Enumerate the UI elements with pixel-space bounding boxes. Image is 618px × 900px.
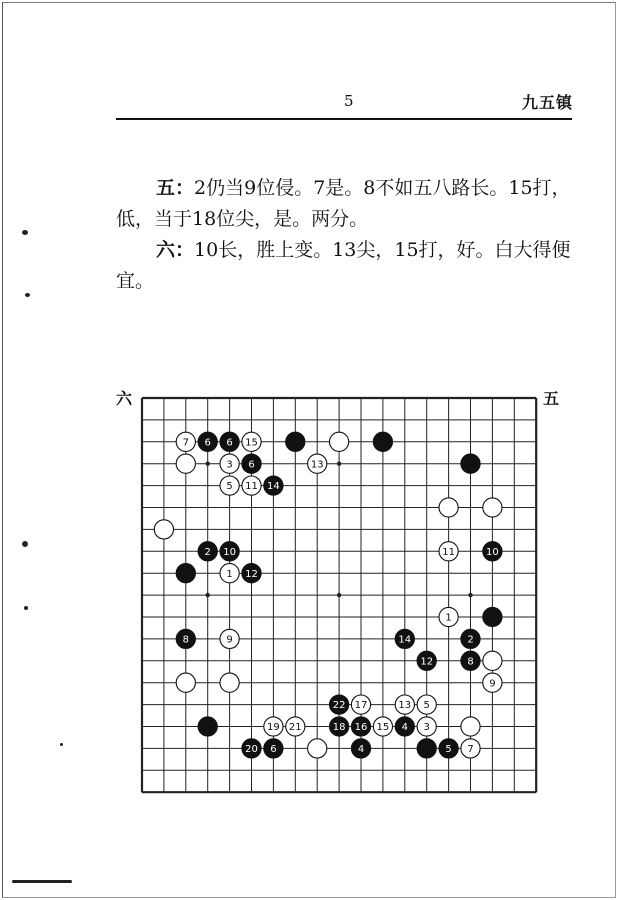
move-number: 4 (401, 722, 408, 734)
paragraph-label: 六： (156, 239, 195, 261)
black-stone (286, 432, 305, 451)
move-number: 15 (376, 722, 390, 734)
white-stone (220, 673, 239, 692)
move-number: 16 (354, 722, 368, 734)
star-point (337, 462, 341, 466)
stone-disc (286, 432, 305, 451)
stone-disc (483, 498, 502, 517)
move-number: 3 (226, 459, 233, 471)
black-stone (220, 542, 239, 561)
stone-disc (198, 717, 217, 736)
black-stone (264, 739, 283, 758)
move-number: 9 (489, 678, 496, 690)
white-stone (439, 607, 458, 626)
stone-disc (417, 739, 436, 758)
speck (22, 541, 28, 547)
white-stone (395, 695, 414, 714)
white-stone (242, 476, 261, 495)
white-stone (483, 498, 502, 517)
white-stone (220, 629, 239, 648)
move-number: 4 (357, 744, 365, 755)
white-stone (176, 432, 195, 451)
stone-disc (176, 564, 195, 583)
black-stone (417, 739, 436, 758)
speck (25, 293, 30, 297)
move-number: 1 (445, 612, 452, 624)
white-stone (220, 454, 239, 473)
paragraph-label: 五： (156, 177, 195, 199)
move-number: 6 (204, 437, 211, 449)
move-number: 2 (467, 634, 474, 646)
black-stone (330, 695, 349, 714)
move-number: 18 (332, 722, 346, 734)
white-stone (351, 695, 370, 714)
scan-mark (12, 880, 72, 883)
move-number: 14 (398, 634, 412, 646)
move-number: 12 (420, 656, 434, 668)
move-number: 13 (398, 700, 412, 712)
move-number: 6 (270, 744, 277, 755)
stone-disc (330, 432, 349, 451)
move-number: 3 (423, 722, 430, 734)
white-stone (220, 476, 239, 495)
white-stone (461, 717, 480, 736)
move-number: 10 (486, 546, 499, 558)
paragraph-body: 10长，胜上变。13尖，15打，好。白大得便宜。 (116, 239, 571, 292)
black-stone (198, 432, 217, 451)
white-stone (176, 673, 195, 692)
white-stone (176, 454, 195, 473)
white-stone (308, 739, 327, 758)
move-number: 9 (226, 634, 233, 646)
move-number: 8 (182, 634, 189, 646)
black-stone (220, 432, 239, 451)
white-stone (330, 432, 349, 451)
black-stone (176, 629, 195, 648)
move-number: 8 (467, 656, 474, 668)
black-stone (198, 717, 217, 736)
move-number: 1 (226, 568, 233, 580)
diagram-left-label: 六 (116, 389, 133, 408)
stone-disc (154, 520, 173, 539)
white-stone (461, 739, 480, 758)
white-stone (483, 651, 502, 670)
stone-disc (308, 739, 327, 758)
speck (22, 230, 28, 235)
move-number: 5 (445, 744, 452, 755)
white-stone (242, 432, 261, 451)
speck (24, 606, 28, 610)
move-number: 12 (245, 568, 258, 580)
black-stone (242, 454, 261, 473)
page-number: 5 (344, 92, 354, 110)
move-number: 5 (423, 700, 430, 712)
move-number: 2 (204, 546, 211, 558)
paragraph-body: 2仍当9位侵。7是。8不如五八路长。15打，低，当于18位尖，是。两分。 (116, 177, 571, 230)
black-stone (330, 717, 349, 736)
black-stone (176, 564, 195, 583)
black-stone (439, 739, 458, 758)
star-point (206, 462, 210, 466)
stone-disc (373, 432, 392, 451)
stone-disc (461, 717, 480, 736)
white-stone (373, 717, 392, 736)
move-number: 14 (267, 481, 280, 493)
white-stone (286, 717, 305, 736)
move-number: 7 (467, 744, 474, 755)
black-stone (264, 476, 283, 495)
book-title: 九五镇 (522, 93, 574, 112)
stone-disc (461, 454, 480, 473)
star-point (468, 593, 472, 597)
move-number: 17 (354, 700, 368, 712)
white-stone (264, 717, 283, 736)
black-stone (483, 542, 502, 561)
move-number: 7 (182, 437, 189, 449)
move-number: 6 (248, 459, 255, 471)
move-number: 11 (245, 481, 258, 493)
stone-disc (439, 498, 458, 517)
stone-disc (176, 454, 195, 473)
black-stone (461, 454, 480, 473)
white-stone (417, 695, 436, 714)
white-stone (417, 717, 436, 736)
diagram-right-label: 五 (543, 389, 560, 408)
move-number: 6 (226, 437, 233, 449)
black-stone (373, 432, 392, 451)
stone-disc (483, 607, 502, 626)
stone-disc (483, 651, 502, 670)
move-number: 5 (226, 481, 233, 493)
black-stone (198, 542, 217, 561)
white-stone (220, 564, 239, 583)
black-stone (483, 607, 502, 626)
move-number: 19 (267, 722, 280, 734)
move-number: 10 (223, 546, 236, 558)
black-stone (461, 651, 480, 670)
black-stone (395, 717, 414, 736)
black-stone (395, 629, 414, 648)
stone-disc (220, 673, 239, 692)
white-stone (439, 498, 458, 517)
move-number: 21 (288, 722, 302, 734)
star-point (206, 593, 210, 597)
stone-disc (176, 673, 195, 692)
black-stone (351, 717, 370, 736)
move-number: 11 (442, 546, 455, 558)
black-stone (461, 629, 480, 648)
move-number: 15 (245, 437, 258, 449)
white-stone (439, 542, 458, 561)
white-stone (308, 454, 327, 473)
move-number: 13 (310, 459, 324, 471)
move-number: 22 (332, 700, 346, 712)
speck (60, 743, 63, 746)
black-stone (242, 564, 261, 583)
black-stone (242, 739, 261, 758)
move-number: 20 (245, 744, 258, 755)
black-stone (351, 739, 370, 758)
white-stone (483, 673, 502, 692)
black-stone (417, 651, 436, 670)
white-stone (154, 520, 173, 539)
star-point (337, 593, 341, 597)
